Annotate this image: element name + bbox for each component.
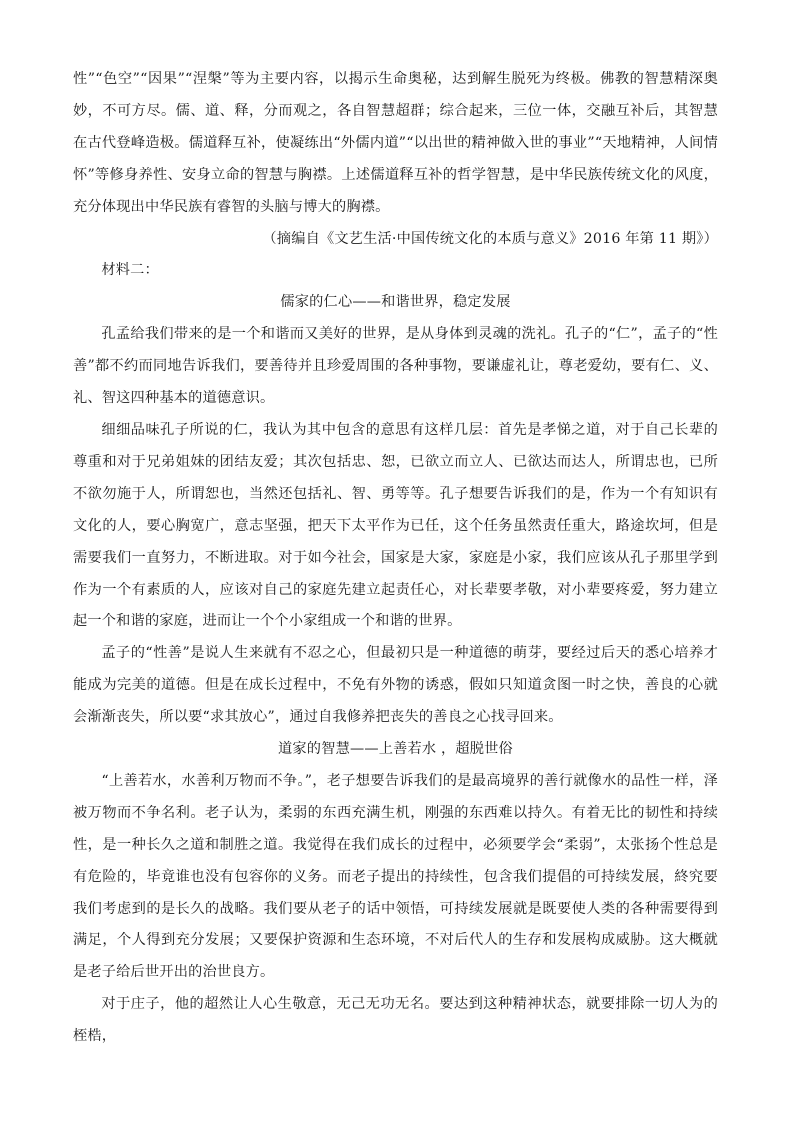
paragraph-ren: 细细品味孔子所说的仁，我认为其中包含的意思有这样几层：首先是孝悌之道，对于自己长辈的尊重和对于兄弟姐妹的团结友爱；其次包括忠、恕，已欲立而立人、已欲达而达人，所谓忠也，已所不欲勿施于人，所谓恕也，当然还包括礼、智、勇等等。孔子想要告诉我们的是，作为一个有知识有文化的人，要心胸宽广，意志坚强，把天下太平作为已任，这个任务虽然责任重大，路途坎坷，但是需要我们一直努力，不断进取。对于如今社会，国家是大家，家庭是小家，我们应该从孔子那里学到作为一个有素质的人，应该对自己的家庭先建立起责任心，对长辈要孝敬，对小辈要疼爱，努力建立起一个和谐的家庭，进而让一个个小家组成一个和谐的世界。: [73, 421, 718, 630]
document-page: [73, 64, 718, 1053]
material-label: 材料二：: [101, 262, 159, 279]
paragraph-laozi: “上善若水，水善利万物而不争。”，老子想要告诉我们的是最高境界的善行就像水的品性一样，泽被万物而不争名利。老子认为，柔弱的东西充满生机，刚强的东西难以持久。有着无比的韧性和持续性，是一种长久之道和制胜之道。我觉得在我们成长的过程中，必须要学会“柔弱”，太张扬个性总是有危险的，毕竟谁也没有包容你的义务。而老子提出的持续性，包含我们提倡的可持续发展，終究要我们考虑到的是长久的战略。我们要从老子的话中领悟，可持续发展就是既要使人类的各种需要得到满足，个人得到充分发展；又要保护资源和生态环境，不对后代人的生存和发展构成威胁。这大概就是老子给后世开出的治世良方。: [73, 772, 718, 981]
source-citation: （摘编自《文艺生活·中国传统文化的本质与意义》2016 年第 11 期》）: [262, 230, 718, 247]
section-heading-confucian: 儒家的仁心——和谐世界，稳定发展: [280, 294, 511, 311]
paragraph-xingshan: 孟子的“性善”是说人生来就有不忍之心，但最初只是一种道德的萌芽，要经过后天的悉心培养才能成为完美的道德。但是在成长过程中，不免有外物的诱惑，假如只知道贪图一时之快，善良的心就会渐渐丧失，所以要“求其放心”，通过自我修养把丧失的善良之心找寻回来。: [73, 645, 718, 726]
paragraph-confucius-mencius: 孔孟给我们带来的是一个和谐而又美好的世界，是从身体到灵魂的洗礼。孔子的“仁”，孟子的“性善”都不约而同地告诉我们，要善待并且珍爱周围的各种事物，要谦虚礼让，尊老爱幼，要有仁、义、礼、智这四种基本的道德意识。: [73, 326, 718, 407]
paragraph-zhuangzi: 对于庄子，他的超然让人心生敬意，无己无功无名。要达到这种精神状态，就要排除一切人为的桎梏，: [73, 996, 718, 1045]
paragraph-continued: 性”“色空”“因果”“涅槃”等为主要内容，以揭示生命奥秘，达到解生脱死为终极。佛教的智慧精深奥妙，不可方尽。儒、道、释，分而观之，各自智慧超群；综合起来，三位一体，交融互补后，其智慧在古代登峰造极。儒道释互补，使凝练出“外儒内道”“以出世的精神做入世的事业”“天地精神，人间情怀”等修身养性、安身立命的智慧与胸襟。上述儒道释互补的哲学智慧，是中华民族传统文化的风度，充分体现出中华民族有睿智的头脑与博大的胸襟。: [73, 71, 718, 215]
section-heading-taoist: 道家的智慧——上善若水 ，超脱世俗: [278, 741, 513, 758]
